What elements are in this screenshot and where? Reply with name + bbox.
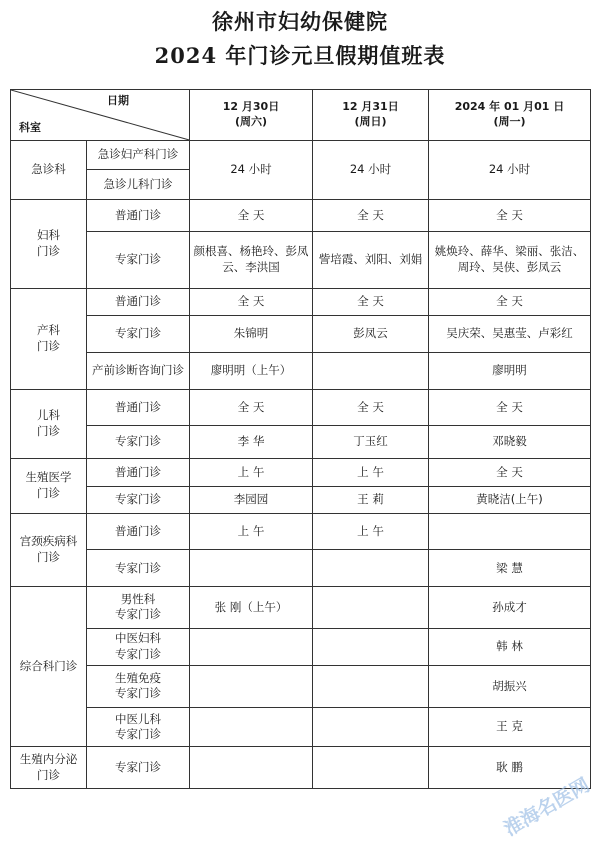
schedule-cell: 全 天 <box>190 200 313 232</box>
table-row <box>11 458 591 487</box>
doctor-cell: 廖明明 <box>429 352 591 389</box>
table-row <box>11 708 591 747</box>
table-row <box>11 628 591 665</box>
dept-emergency: 急诊科 <box>11 140 87 199</box>
doctor-cell: 邓晓毅 <box>429 426 591 459</box>
table-row <box>11 140 591 170</box>
schedule-cell: 全 天 <box>429 288 591 316</box>
dept-pediatrics: 儿科 门诊 <box>11 389 87 458</box>
clinic-label: 专家门诊 <box>87 316 190 353</box>
table-row <box>11 550 591 587</box>
doctor-cell: 李园园 <box>190 487 313 513</box>
dept-gynecology: 妇科 门诊 <box>11 200 87 289</box>
clinic-label: 专家门诊 <box>87 487 190 513</box>
dept-cervical: 宫颈疾病科 门诊 <box>11 513 87 586</box>
corner-dept-label: 科室 <box>19 121 41 135</box>
table-row <box>11 587 591 629</box>
table-row <box>11 426 591 459</box>
schedule-cell: 全 天 <box>429 458 591 487</box>
table-row <box>11 288 591 316</box>
empty-cell <box>313 628 429 665</box>
clinic-label: 产前诊断咨询门诊 <box>87 352 190 389</box>
schedule-cell: 24 小时 <box>429 140 591 199</box>
empty-cell <box>313 587 429 629</box>
empty-cell <box>313 708 429 747</box>
table-row <box>11 389 591 426</box>
doctor-cell: 李 华 <box>190 426 313 459</box>
doctor-cell: 丁玉红 <box>313 426 429 459</box>
table-row <box>11 665 591 708</box>
table-row <box>11 316 591 353</box>
empty-cell <box>313 550 429 587</box>
clinic-label: 急诊儿科门诊 <box>87 170 190 200</box>
doctor-cell: 朱锦明 <box>190 316 313 353</box>
clinic-label: 中医儿科 专家门诊 <box>87 708 190 747</box>
table-row <box>11 747 591 789</box>
schedule-cell: 全 天 <box>313 200 429 232</box>
clinic-label: 普通门诊 <box>87 513 190 550</box>
doctor-cell: 王 克 <box>429 708 591 747</box>
clinic-label: 普通门诊 <box>87 200 190 232</box>
clinic-label: 专家门诊 <box>87 550 190 587</box>
corner-cell <box>11 90 190 141</box>
schedule-cell: 上 午 <box>190 513 313 550</box>
empty-cell <box>313 747 429 789</box>
clinic-label: 生殖免疫 专家门诊 <box>87 665 190 708</box>
table-row <box>11 513 591 550</box>
schedule-cell: 上 午 <box>313 513 429 550</box>
table-row <box>11 487 591 513</box>
clinic-label: 普通门诊 <box>87 389 190 426</box>
schedule-cell: 24 小时 <box>313 140 429 199</box>
schedule-cell: 全 天 <box>429 389 591 426</box>
watermark: 淮海名医网 <box>500 774 594 841</box>
clinic-label: 专家门诊 <box>87 231 190 288</box>
dept-general: 综合科门诊 <box>11 587 87 747</box>
doctor-cell: 韩 林 <box>429 628 591 665</box>
schedule-cell: 全 天 <box>190 389 313 426</box>
dept-obstetrics: 产科 门诊 <box>11 288 87 389</box>
schedule-cell: 全 天 <box>190 288 313 316</box>
header-day2: 12 月31日 (周日) <box>313 90 429 141</box>
doctor-cell: 胡振兴 <box>429 665 591 708</box>
table-row <box>11 352 591 389</box>
empty-cell <box>190 550 313 587</box>
header-day3: 2024 年 01 月01 日 (周一) <box>429 90 591 141</box>
clinic-label: 普通门诊 <box>87 288 190 316</box>
table-row <box>11 231 591 288</box>
schedule-cell: 上 午 <box>190 458 313 487</box>
empty-cell <box>190 665 313 708</box>
schedule-cell: 全 天 <box>313 389 429 426</box>
doctor-cell: 张 刚（上午） <box>190 587 313 629</box>
empty-cell <box>313 665 429 708</box>
clinic-label: 专家门诊 <box>87 747 190 789</box>
header-row <box>11 90 591 141</box>
doctor-cell: 颜根喜、杨艳玲、彭凤云、李洪国 <box>190 231 313 288</box>
clinic-label: 专家门诊 <box>87 426 190 459</box>
clinic-label: 男性科 专家门诊 <box>87 587 190 629</box>
clinic-label: 普通门诊 <box>87 458 190 487</box>
schedule-cell: 全 天 <box>429 200 591 232</box>
schedule-cell: 上 午 <box>313 458 429 487</box>
clinic-label: 急诊妇产科门诊 <box>87 140 190 170</box>
doctor-cell: 訾培霞、刘阳、刘娟 <box>313 231 429 288</box>
doctor-cell: 孙成才 <box>429 587 591 629</box>
schedule-cell: 全 天 <box>313 288 429 316</box>
table-row <box>11 200 591 232</box>
doctor-cell: 彭凤云 <box>313 316 429 353</box>
doctor-cell: 黄晓洁(上午) <box>429 487 591 513</box>
schedule-cell: 24 小时 <box>190 140 313 199</box>
duty-table <box>10 89 591 789</box>
empty-cell <box>190 708 313 747</box>
doctor-cell: 姚焕玲、薛华、梁丽、张洁、周玲、吴侠、彭凤云 <box>429 231 591 288</box>
doctor-cell: 廖明明（上午） <box>190 352 313 389</box>
page-subtitle: 2024 年门诊元旦假期值班表 <box>154 43 446 68</box>
doctor-cell: 王 莉 <box>313 487 429 513</box>
empty-cell <box>190 628 313 665</box>
doctor-cell: 梁 慧 <box>429 550 591 587</box>
empty-cell <box>190 747 313 789</box>
clinic-label: 中医妇科 专家门诊 <box>87 628 190 665</box>
page-title: 徐州市妇幼保健院 <box>212 9 388 34</box>
doctor-cell: 吴庆荣、吴惠莹、卢彩红 <box>429 316 591 353</box>
dept-reproductive-endocrine: 生殖内分泌 门诊 <box>11 747 87 789</box>
doctor-cell: 耿 鹏 <box>429 747 591 789</box>
empty-cell <box>429 513 591 550</box>
empty-cell <box>313 352 429 389</box>
corner-date-label: 日期 <box>107 94 129 107</box>
dept-reproductive-medicine: 生殖医学 门诊 <box>11 458 87 513</box>
header-day1: 12 月30日 (周六) <box>190 90 313 141</box>
